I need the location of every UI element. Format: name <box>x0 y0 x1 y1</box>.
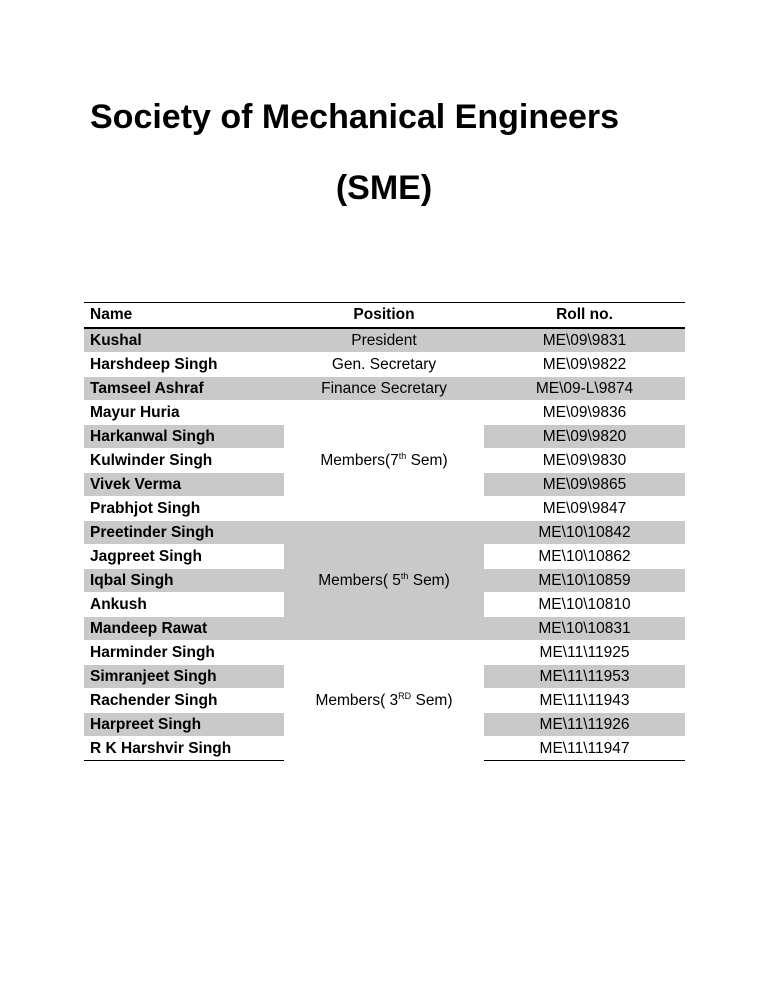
member-name: Preetinder Singh <box>84 521 284 545</box>
member-roll: ME\09\9847 <box>484 497 685 521</box>
member-name: Harminder Singh <box>84 641 284 665</box>
member-name: Iqbal Singh <box>84 569 284 593</box>
member-name: Harshdeep Singh <box>84 353 284 377</box>
member-name: Mayur Huria <box>84 401 284 425</box>
group-label: Members(7 <box>320 451 399 469</box>
document-subtitle: (SME) <box>335 169 433 207</box>
table-row <box>84 521 685 545</box>
member-roll: ME\10\10862 <box>484 545 685 569</box>
table-row <box>84 401 685 425</box>
member-roll: ME\09-L\9874 <box>484 377 685 401</box>
member-name: Rachender Singh <box>84 689 284 713</box>
member-roll: ME\11\11926 <box>484 713 685 737</box>
member-name: Jagpreet Singh <box>84 545 284 569</box>
group-label-end: Sem) <box>408 571 450 589</box>
member-roll: ME\11\11925 <box>484 641 685 665</box>
member-name: Tamseel Ashraf <box>84 377 284 401</box>
member-roll: ME\09\9822 <box>484 353 685 377</box>
group-label-end: Sem) <box>411 691 453 709</box>
group-label-sup: th <box>398 450 407 461</box>
member-roll: ME\09\9865 <box>484 473 685 497</box>
member-roll: ME\10\10810 <box>484 593 685 617</box>
table-row <box>84 328 685 353</box>
table-row <box>84 641 685 665</box>
header-roll: Roll no. <box>484 303 685 329</box>
member-position: Finance Secretary <box>284 377 484 401</box>
member-roll: ME\09\9831 <box>484 328 685 353</box>
member-name: Kulwinder Singh <box>84 449 284 473</box>
member-roll: ME\10\10842 <box>484 521 685 545</box>
group-3rd-sem <box>284 641 484 761</box>
header-position: Position <box>284 303 484 329</box>
member-roll: ME\11\11943 <box>484 689 685 713</box>
member-roll: ME\10\10859 <box>484 569 685 593</box>
group-label-sup: th <box>400 570 409 581</box>
group-label-sup: RD <box>398 690 412 701</box>
document-title: Society of Mechanical Engineers <box>90 98 620 136</box>
member-position: Gen. Secretary <box>284 353 484 377</box>
member-name: Harpreet Singh <box>84 713 284 737</box>
member-name: Vivek Verma <box>84 473 284 497</box>
member-roll: ME\09\9820 <box>484 425 685 449</box>
table-header-row <box>84 303 685 329</box>
member-name: Simranjeet Singh <box>84 665 284 689</box>
member-roll: ME\09\9830 <box>484 449 685 473</box>
members-table <box>84 302 685 761</box>
member-name: Ankush <box>84 593 284 617</box>
member-roll: ME\09\9836 <box>484 401 685 425</box>
member-roll: ME\11\11953 <box>484 665 685 689</box>
group-label: Members( 3 <box>315 691 399 709</box>
member-roll: ME\11\11947 <box>484 737 685 761</box>
member-roll: ME\10\10831 <box>484 617 685 641</box>
group-label: Members( 5 <box>318 571 401 589</box>
member-name: Kushal <box>84 328 284 353</box>
member-name: R K Harshvir Singh <box>84 737 284 761</box>
member-name: Mandeep Rawat <box>84 617 284 641</box>
table-row <box>84 377 685 401</box>
header-name: Name <box>84 303 284 329</box>
group-7th-sem <box>284 401 484 521</box>
table-row <box>84 353 685 377</box>
member-position: President <box>284 328 484 353</box>
member-name: Prabhjot Singh <box>84 497 284 521</box>
group-5th-sem <box>284 521 484 641</box>
group-label-end: Sem) <box>406 451 448 469</box>
member-name: Harkanwal Singh <box>84 425 284 449</box>
